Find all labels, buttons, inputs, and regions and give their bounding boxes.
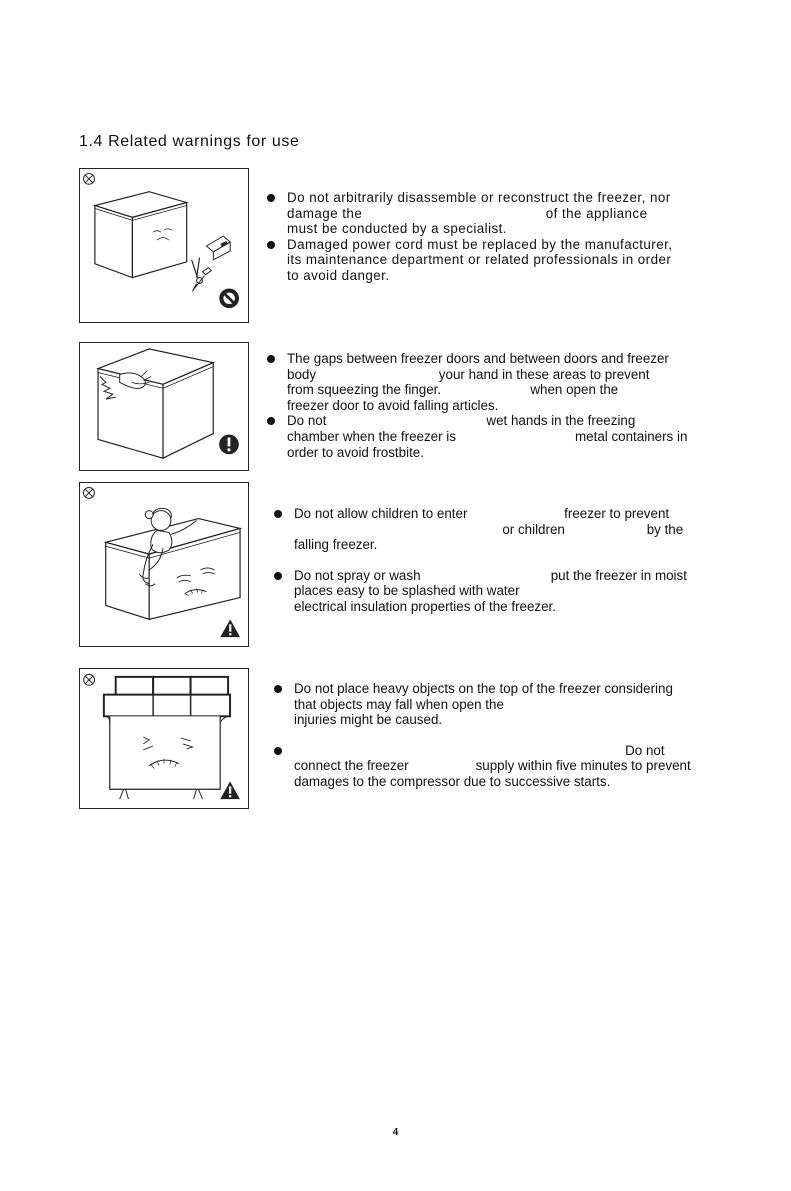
illustration-panel-disassemble	[79, 168, 249, 323]
bullet-item	[274, 681, 744, 728]
text-line: Do not spray or wash put the freezer in moist	[294, 567, 687, 583]
text-line: The gaps between freezer doors and between doors and freezer	[287, 351, 669, 366]
bullet-dot	[274, 510, 282, 518]
text-line: Damaged power cord must be replaced by the manufacturer,	[287, 236, 673, 252]
warning-text-children	[274, 506, 744, 615]
text-line: Do not wet hands in the freezing	[287, 413, 636, 429]
text-line: must be conducted by a specialist.	[287, 221, 507, 237]
bullet-item	[274, 568, 744, 615]
warning-text-disassemble	[267, 190, 737, 284]
text-line: that objects may fall when open the	[294, 696, 504, 712]
page-number: 4	[392, 1127, 399, 1138]
text-line: connect the freezer supply within five minutes to prevent	[294, 758, 691, 774]
freezer-disassembly-illustration	[80, 169, 248, 322]
bullet-dot	[267, 241, 275, 249]
heavy-objects-freezer-illustration	[80, 669, 248, 808]
bullet-item	[274, 506, 744, 553]
prohibition-icon	[84, 173, 95, 184]
bullet-item	[267, 190, 737, 237]
bullet-dot	[267, 417, 275, 425]
section-heading: 1.4 Related warnings for use	[79, 133, 300, 150]
text-line: Do not allow children to enter freezer to prevent	[294, 506, 670, 521]
finger-squeeze-illustration	[80, 343, 248, 470]
bullet-item	[267, 237, 737, 284]
text-line: freezer door to avoid falling articles.	[287, 397, 499, 413]
illustration-panel-heavy-objects	[79, 668, 249, 809]
warning-triangle-icon	[220, 619, 240, 637]
caution-exclamation-icon	[219, 435, 239, 455]
text-line: chamber when the freezer is metal containers in	[287, 428, 688, 444]
text-line: damage the of the appliance	[287, 205, 648, 221]
illustration-panel-children	[79, 482, 249, 647]
prohibition-icon	[84, 674, 95, 685]
text-line: electrical insulation properties of the freezer.	[294, 598, 556, 614]
text-line: Do not place heavy objects on the top of the freezer considering	[294, 681, 673, 696]
text-line: places easy to be splashed with water	[294, 583, 520, 599]
text-line: Do not	[294, 742, 665, 758]
text-line: order to avoid frostbite.	[287, 444, 424, 460]
text-line: falling freezer.	[294, 537, 378, 553]
bullet-dot	[274, 747, 282, 755]
warning-text-heavy-objects	[274, 681, 744, 790]
prohibition-icon	[83, 487, 94, 498]
text-line: or children by the	[294, 521, 684, 537]
text-line: body your hand in these areas to prevent	[287, 366, 650, 382]
illustration-panel-gaps	[79, 342, 249, 471]
text-line: to avoid danger.	[287, 267, 390, 283]
text-line: injuries might be caused.	[294, 712, 443, 728]
text-line: from squeezing the finger. when open the	[287, 382, 619, 398]
text-line: its maintenance department or related professionals in order	[287, 252, 672, 268]
bullet-dot	[274, 572, 282, 580]
bullet-item	[274, 743, 744, 790]
bullet-dot	[267, 194, 275, 202]
text-line: Do not arbitrarily disassemble or reconstruct the freezer, nor	[287, 190, 671, 205]
warning-text-gaps	[267, 351, 737, 460]
bullet-item	[267, 351, 737, 413]
no-entry-icon	[219, 288, 239, 308]
warning-triangle-icon	[220, 781, 240, 799]
text-line: damages to the compressor due to successive starts.	[294, 773, 611, 789]
child-climbing-freezer-illustration	[80, 483, 248, 646]
bullet-dot	[267, 355, 275, 363]
bullet-dot	[274, 685, 282, 693]
bullet-item	[267, 413, 737, 460]
